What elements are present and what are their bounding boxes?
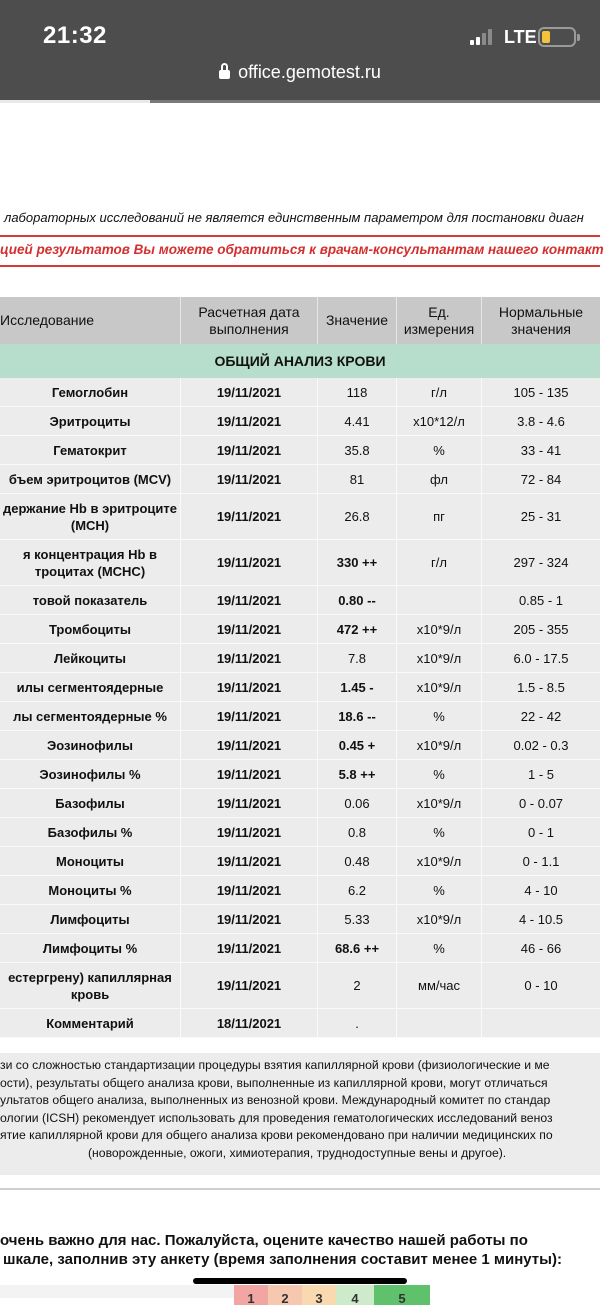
test-value: 4.41: [344, 413, 370, 429]
test-norm: 72 - 84: [520, 471, 562, 487]
test-name: Гематокрит: [53, 442, 127, 458]
network-type: LTE: [504, 27, 537, 47]
survey-prompt: [0, 1231, 600, 1269]
test-date: 19/11/2021: [216, 940, 282, 956]
test-date: 19/11/2021: [216, 679, 282, 695]
test-norm: 0 - 1: [527, 824, 554, 840]
test-norm: 0 - 0.07: [518, 795, 564, 811]
test-value: 472 ++: [336, 621, 378, 637]
address-bar[interactable]: [0, 62, 600, 90]
rating-scale[interactable]: [234, 1285, 430, 1306]
table-body: [0, 378, 600, 1038]
survey-line-1: очень важно для нас. Пожалуйста, оцените качество нашей работы по: [0, 1232, 528, 1249]
test-date: 19/11/2021: [216, 824, 282, 840]
test-value: .: [355, 1015, 359, 1031]
test-norm: 0 - 1.1: [522, 853, 560, 869]
cellular-signal-icon: [470, 29, 497, 45]
test-unit: x10*9/л: [416, 911, 462, 927]
test-date: 19/11/2021: [216, 592, 282, 608]
consultation-notice: цией результатов Вы можете обратиться к врачам-консультантам нашего контакт: [0, 235, 600, 267]
test-date: 19/11/2021: [216, 766, 282, 782]
test-norm: 105 - 135: [513, 384, 569, 400]
test-norm: 25 - 31: [520, 509, 562, 524]
test-name: Лимфоциты: [50, 911, 130, 927]
test-name: Тромбоциты: [48, 621, 132, 637]
table-row: [0, 963, 600, 1009]
test-value: 26.8: [344, 509, 370, 524]
test-norm: 0 - 10: [524, 978, 558, 993]
survey-line-2: шкале, заполнив эту анкету (время заполнения составит менее 1 минуты):: [3, 1251, 562, 1268]
battery-icon: [538, 27, 576, 47]
test-name: Лимфоциты %: [42, 940, 138, 956]
test-name: я концентрация Hb в троцитах (MCHC): [22, 546, 158, 579]
test-unit: мм/час: [418, 978, 460, 993]
test-name: Гемоглобин: [51, 384, 129, 400]
test-date: 19/11/2021: [216, 853, 282, 869]
url-text: office.gemotest.ru: [238, 62, 381, 82]
test-name: Базофилы %: [47, 824, 133, 840]
divider: [0, 1188, 600, 1190]
test-value: 68.6 ++: [334, 940, 380, 956]
footnote-line: зи со сложностью стандартизации процедуры взятия капиллярной крови (физиологические и ме: [0, 1058, 550, 1072]
test-value: 0.80 --: [338, 592, 376, 608]
test-name: Эозинофилы: [47, 737, 133, 753]
test-date: 19/11/2021: [216, 737, 282, 753]
test-date: 19/11/2021: [216, 509, 282, 524]
table-row: [0, 615, 600, 644]
table-row: [0, 818, 600, 847]
test-name: Лейкоциты: [53, 650, 127, 666]
test-date: 19/11/2021: [216, 795, 282, 811]
test-norm: 205 - 355: [513, 621, 569, 637]
test-value: 18.6 --: [338, 708, 376, 724]
survey-strip: [0, 1285, 234, 1298]
test-date: 19/11/2021: [216, 442, 282, 458]
test-unit: x10*9/л: [416, 737, 462, 753]
test-date: 19/11/2021: [216, 621, 282, 637]
page-load-progress: [0, 100, 600, 103]
test-unit: пг: [433, 509, 445, 524]
table-row: [0, 905, 600, 934]
table-row: [0, 407, 600, 436]
table-row: [0, 876, 600, 905]
test-value: 2: [353, 978, 361, 993]
table-row: [0, 1009, 600, 1038]
rating-option-4[interactable]: 4: [336, 1285, 374, 1305]
rating-option-5[interactable]: 5: [374, 1285, 430, 1305]
test-unit: г/л: [431, 384, 447, 400]
test-date: 19/11/2021: [216, 555, 282, 570]
header-date: Расчетная дата выполнения: [181, 297, 318, 344]
test-date: 19/11/2021: [216, 650, 282, 666]
test-value: 0.48: [344, 853, 370, 869]
test-name: илы сегментоядерные: [16, 679, 164, 695]
test-norm: 33 - 41: [520, 442, 562, 458]
table-row: [0, 673, 600, 702]
test-name: лы сегментоядерные %: [13, 708, 167, 724]
table-header: [0, 297, 600, 344]
footnote-line: ятие капиллярной крови для общего анализа крови рекомендовано при наличии медицинских по: [0, 1128, 553, 1143]
table-row: [0, 789, 600, 818]
test-unit: %: [433, 882, 445, 898]
rating-option-2[interactable]: 2: [268, 1285, 302, 1305]
test-date: 18/11/2021: [216, 1015, 282, 1031]
test-unit: x10*9/л: [416, 679, 462, 695]
test-unit: x10*9/л: [416, 795, 462, 811]
footnote-line: ости), результаты общего анализа крови, выполненные из капиллярной крови, могут отличаться: [0, 1075, 548, 1090]
browser-status-bar: [0, 0, 600, 103]
test-value: 7.8: [347, 650, 367, 666]
test-date: 19/11/2021: [216, 911, 282, 927]
test-unit: %: [433, 940, 445, 956]
test-value: 1.45 -: [340, 679, 374, 695]
test-norm: 46 - 66: [520, 940, 562, 956]
table-row: [0, 378, 600, 407]
table-row: [0, 702, 600, 731]
test-norm: 0.02 - 0.3: [513, 737, 569, 753]
test-norm: 4 - 10: [524, 882, 558, 898]
results-table: [0, 297, 600, 1038]
test-unit: x10*12/л: [413, 413, 465, 429]
test-value: 81: [349, 471, 365, 487]
table-row: [0, 934, 600, 963]
test-name: естергрену) капиллярная кровь: [8, 969, 172, 1002]
test-value: 0.45 +: [338, 737, 376, 753]
test-value: 0.06: [344, 795, 370, 811]
rating-option-1[interactable]: 1: [234, 1285, 268, 1305]
test-name: Моноциты: [55, 853, 124, 869]
test-value: 5.33: [344, 911, 370, 927]
table-row: [0, 847, 600, 876]
table-row: [0, 731, 600, 760]
test-name: бъем эритроцитов (MCV): [8, 471, 172, 487]
test-name: Эритроциты: [49, 413, 131, 429]
home-indicator[interactable]: [193, 1278, 407, 1284]
section-title: ОБЩИЙ АНАЛИЗ КРОВИ: [0, 344, 600, 378]
test-value: 35.8: [344, 442, 370, 458]
test-norm: 6.0 - 17.5: [513, 650, 569, 666]
test-name: товой показатель: [32, 592, 148, 608]
test-date: 19/11/2021: [216, 471, 282, 487]
test-date: 19/11/2021: [216, 882, 282, 898]
footnote-line: ологии (ICSH) рекомендует использовать для проведения гематологических исследований веноз: [0, 1110, 553, 1125]
test-unit: x10*9/л: [416, 650, 462, 666]
test-norm: 3.8 - 4.6: [517, 413, 565, 429]
footnote: [0, 1053, 600, 1175]
test-unit: фл: [430, 471, 448, 487]
table-row: [0, 494, 600, 540]
test-unit: %: [433, 824, 445, 840]
test-name: Эозинофилы %: [39, 766, 141, 782]
test-name: держание Hb в эритроците (MCH): [2, 500, 178, 533]
test-name: Моноциты %: [48, 882, 132, 898]
test-norm: 22 - 42: [520, 708, 562, 724]
header-unit: Ед. измерения: [397, 297, 482, 344]
header-norm: Нормальные значения: [498, 303, 584, 337]
test-unit: x10*9/л: [416, 621, 462, 637]
table-row: [0, 586, 600, 615]
test-name: Базофилы: [55, 795, 125, 811]
table-row: [0, 436, 600, 465]
test-name: Комментарий: [46, 1015, 134, 1031]
header-value: Значение: [318, 297, 397, 344]
clock: 21:32: [43, 22, 107, 49]
rating-option-3[interactable]: 3: [302, 1285, 336, 1305]
test-unit: %: [433, 766, 445, 782]
test-value: 118: [346, 384, 368, 400]
test-unit: x10*9/л: [416, 853, 462, 869]
test-norm: 0.85 - 1: [518, 592, 564, 608]
footnote-line: (новорожденные, ожоги, химиотерапия, труднодоступные вены и другое).: [88, 1145, 507, 1160]
test-norm: 4 - 10.5: [518, 911, 564, 927]
table-row: [0, 465, 600, 494]
test-date: 19/11/2021: [216, 708, 282, 724]
test-date: 19/11/2021: [216, 413, 282, 429]
footnote-line: ультатов общего анализа, выполненных из венозной крови. Международный комитет по стандар: [0, 1093, 551, 1108]
table-row: [0, 540, 600, 586]
table-row: [0, 644, 600, 673]
test-date: 19/11/2021: [216, 384, 282, 400]
test-unit: %: [433, 442, 445, 458]
lock-icon: [219, 66, 230, 79]
table-row: [0, 760, 600, 789]
test-date: 19/11/2021: [216, 978, 282, 993]
test-value: 6.2: [347, 882, 367, 898]
test-norm: 1.5 - 8.5: [517, 679, 565, 695]
test-value: 5.8 ++: [338, 766, 376, 782]
test-norm: 1 - 5: [527, 766, 554, 782]
disclaimer-text: лабораторных исследований не является единственным параметром для постановки диагн: [4, 210, 584, 225]
header-test: Исследование: [0, 297, 181, 344]
test-unit: г/л: [431, 555, 447, 570]
test-value: 0.8: [347, 824, 367, 840]
test-value: 330 ++: [336, 555, 378, 570]
test-unit: %: [433, 708, 445, 724]
test-norm: 297 - 324: [513, 555, 569, 570]
